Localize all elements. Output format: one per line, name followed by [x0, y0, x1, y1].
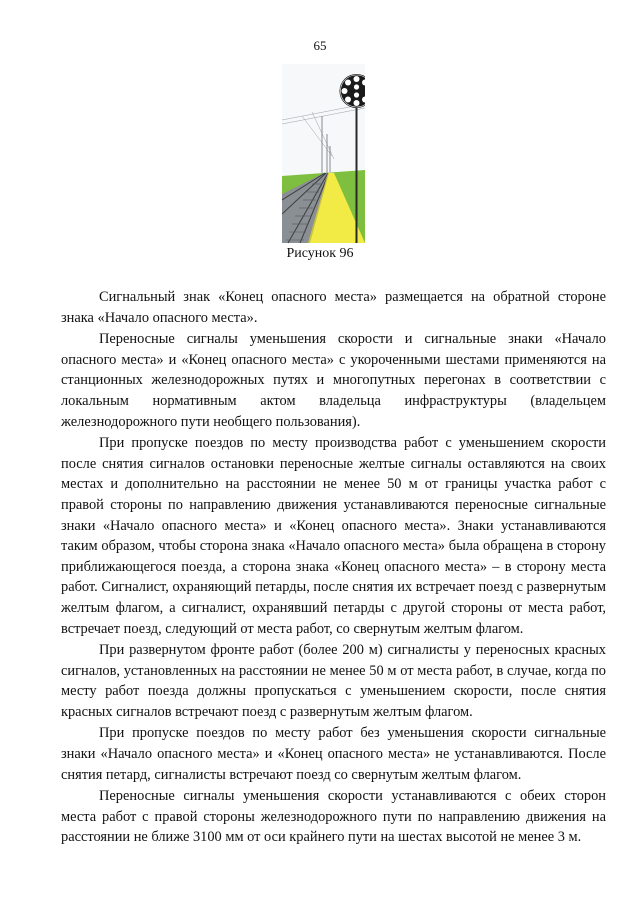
paragraph: Переносные сигналы уменьшения скорости устанавливаются с обеих сторон места работ с правой стороны железнодорожного пути по направлению движения на расстоянии не ближе 3100 мм от оси крайнего пути на шестах высотой не менее 3 м. [61, 788, 606, 846]
paragraph: Сигнальный знак «Конец опасного места» размещается на обратной стороне знака «Начало опасного места». [61, 289, 606, 326]
paragraph: При пропуске поездов по месту производства работ с уменьшением скорости после снятия сигналов остановки переносные желтые сигналы оставляются на своих местах и дополнительно на расстоянии не менее 50 м от границы участка работ с правой стороны по направлению движения устанавливаются переносные сигнальные знаки «Начало опасного места» и «Конец опасного места». Знаки устанавливаются таким образом, чтобы сторона знака «Начало опасного места» была обращена в сторону приближающегося поезда, а сторона знака «Конец опасного места» – в сторону места работ. Сигналист, охраняющий петарды, после снятия их встречает поезд с развернутым желтым флагом, а сигналист, охранявший петарды с другой стороны от места работ, встречает поезд, следующий от места работ, со свернутым желтым флагом. [61, 435, 606, 637]
paragraph: При развернутом фронте работ (более 200 м) сигналисты у переносных красных сигналов, установленных на расстоянии не менее 50 м от места работ, в случае, когда по месту работ поезда должны пропускаться с уменьшением скорости, после снятия красных сигналов встречают поезд с развернутым желтым флагом. [61, 642, 606, 720]
figure-caption: Рисунок 96 [286, 246, 354, 261]
sign-pole [356, 102, 358, 243]
page-number: 65 [313, 38, 327, 53]
paragraph: При пропуске поездов по месту работ без уменьшения скорости сигнальные знаки «Начало опасного места» и «Конец опасного места» не устанавливаются. После снятия петард, сигналисты встречают поезд со свернутым желтым флагом. [61, 725, 606, 783]
figure-96-illustration [282, 64, 365, 243]
paragraph: Переносные сигналы уменьшения скорости и сигнальные знаки «Начало опасного места» и «Конец опасного места» с укороченными шестами применяются на станционных железнодорожных путях и многопутных перегонах в соответствии с локальным нормативным актом владельца инфраструктуры (владельцем железнодорожного пути необщего пользования). [61, 331, 606, 430]
body-text [61, 287, 606, 849]
